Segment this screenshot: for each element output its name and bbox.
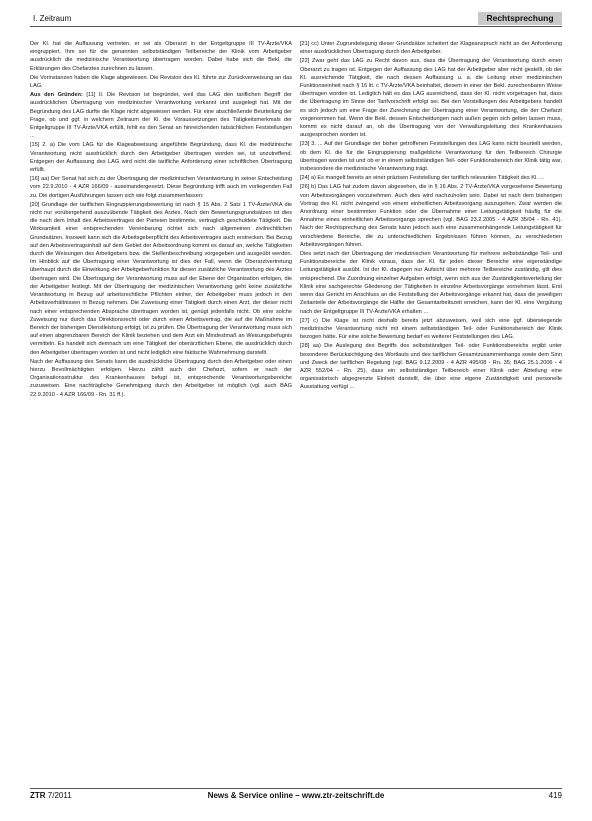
- paragraph: Der Kl. hat die Auffassung vertreten, er sei als Oberarzt in der Entgeltgruppe III TV-Ärzte/VKA eingruppiert. Ihm sei für die genannten selbstständigen Teilbereiche der Klinik vom Arbeitgeber ausdrücklich die medizinische Verantwortung übertragen worden. Dabei habe sich die Bekl. die Erklärungen des Chefarztes zurechnen zu lassen.: [30, 41, 292, 72]
- page-footer: [30, 788, 562, 802]
- footer-rule: [30, 788, 562, 789]
- journal-name: ZTR: [30, 791, 46, 800]
- paragraph: [16] aa) Der Senat hat sich zu der Übertragung der medizinischen Verantwortung in seiner Entscheidung vom 22.9.2010 - 4 AZR 166/09 - auseinandergesetzt. Diese Begründung trifft auch im vorliegenden Fall zu. Die dortigen Ausführungen lassen sich wie folgt zusammenfassen:: [30, 176, 292, 199]
- section-tag: Rechtsprechung: [478, 12, 562, 25]
- issue-number: 7/2011: [47, 791, 72, 800]
- section-lead: Aus den Gründen:: [30, 92, 83, 99]
- journal-website: News & Service online – www.ztr-zeitschrift.de: [207, 791, 385, 800]
- paragraph: [21] cc) Unter Zugrundelegung dieser Grundsätze scheitert der Klageanspruch nicht an der Anforderung einer ausdrücklichen Übertragung durch den Arbeitgeber.: [300, 41, 562, 56]
- paragraph: Aus den Gründen: [11] II. Die Revision ist begründet, weil das LAG den tariflichen Begriff der ausdrücklichen Übertragung von medizinischer Verantwortung verkannt und ausgelegt hat. Mit der Begründung des LAG durfte die Klage nicht abgewiesen werden. Für eine abschließende Beurteilung der Frage, ob und ggf. in welchem Zeitraum der Kl. die Voraussetzungen des Tätigkeitsmerkmals der Entgeltgruppe III TV-Ärzte/VKA erfüllt, fehlt es den Senat an hinreichenden tatsächlichen Feststellungen ...: [30, 92, 292, 140]
- paragraph: Dies setzt nach der Übertragung der medizinischen Verantwortung für mehrere selbstständige Teil- und Funktionsbereiche der Klinik voraus, dass der Kl. für jeden dieser Bereiche eine eigenständige Leitungstätigkeit ausübt. Ist der Kl. dagegen nur Aufsicht über mehrere Teilbereiche zuständig, gilt dies entsprechend. Die Zuordnung einzelner Aufgaben erfolgt, wenn sich aus der Zuständigkeitsverteilung der Klinik eine sachgerechte Gliederung der Tätigkeiten in einzelne Arbeitsvorgänge vornehmen lässt. Erst wenn das Gericht im Anschluss an die Feststellung der Arbeitsvorgänge erkannt hat, dass die jeweiligen Zeitanteile der Arbeitsvorgänge die Hälfte der Gesamtarbeitszeit erreichen, kann der Kl. eine Vergütung nach der Entgeltgruppe III TV-Ärzte/VKA erhalten ...: [300, 251, 562, 315]
- header-rule: [30, 26, 562, 27]
- section-label: I. Zeitraum: [33, 14, 72, 23]
- right-column: [300, 40, 562, 393]
- paragraph: [15] 2. a) Die vom LAG für die Klageabweisung angeführte Begründung, dass Kl. die medizinische Verantwortung nicht ausdrücklich durch den Arbeitgeber übertragen worden sei, ist unzutreffend. Entgegen der Auffassung des LAG wird nicht die tarifliche Anforderung einer schriftlichen Übertragung erfüllt.: [30, 142, 292, 174]
- paragraph: Die Vorinstanzen haben die Klage abgewiesen. Die Revision des Kl. führte zur Zurückverweisung an das LAG.: [30, 74, 292, 90]
- paragraph: Nach der Auffassung des Senats kann die ausdrückliche Übertragung durch den Arbeitgeber oder einen hierzu Bevollmächtigten erfolgen. Hierzu zählt auch der Chefarzt, sofern er nach der Organisationsstruktur des Krankenhauses befugt ist, entsprechende Verantwortungsbereiche zuzuweisen. Eine nachträgliche Genehmigung durch den Arbeitgeber ist möglich (vgl. auch BAG 22.9.2010 - 4 AZR 166/09 - Rn. 31 ff.).: [30, 358, 292, 398]
- left-column: [30, 40, 292, 400]
- paragraph: [24] a) Es mangelt bereits an einer präzisen Feststellung der tariflich relevanten Tätigkeit des Kl. ...: [300, 175, 544, 182]
- paragraph: [28] aa) Die Auslegung des Begriffs des selbstständigen Teil- oder Funktionsbereichs ergibt unter besonderer Berücksichtigung des Wortlauts und des tariflichen Gesamtzusammenhangs sowie dem Sinn und Zweck der tariflichen Regelung (vgl. BAG 9.12.2009 - 4 AZR 495/08 - Rn. 35; BAG 25.1.2006 - 4 AZR 552/04 - Rn. 25), dass ein selbstständiger Teilbereich einer Klinik oder Abteilung eine organisatorisch abgegrenzte Einheit darstellt, die über eine eigene Zuständigkeit und personelle Ausstattung verfügt ...: [300, 343, 562, 391]
- paragraph: [26] b) Das LAG hat zudem davon abgesehen, die in § 16 Abs. 2 TV-Ärzte/VKA vorgesehene Bewertung von Arbeitsvorgängen vorzunehmen. Auch dies wird nachzuholen sein. Dabei ist nach dem bisherigen Vortrag des Kl. nicht zwingend von einem einheitlichen Arbeitsvorgang auszugehen. Zwar werden die Anordnung einer bestimmten Funktion oder die Übernahme einer Leitungstätigkeit häufig für die Annahme eines einheitlichen Arbeitsvorgangs sprechen (vgl. BAG 23.2.2005 - 4 AZR 35/04 - Rn. 41). Nach der Rechtsprechung des Senats kann jedoch auch eine zusammenhängende Leitungstätigkeit für verschiedene Bereiche, die zu unterschiedlichen Ergebnissen führen können, zu verschiedenen Arbeitsvorgängen führen.: [300, 184, 562, 248]
- page-header: [30, 12, 562, 25]
- paragraph: [20] Grundlage der tariflichen Eingruppierungsbewertung ist nach § 15 Abs. 2 Satz 1 TV-Ärzte/VKA die nicht nur vorübergehend auszuübende Tätigkeit des Arztes. Nach den Bewertungsgrundsätzen ist dies die nach dem Inhalt des Arbeitsvertrages der Parteien bestimmte, vertraglich geschuldete Tätigkeit. Die Wirksamkeit einer entsprechenden Vereinbarung richtet sich nach allgemeinen zivilrechtlichen Grundsätzen. Insoweit kann sich die Arbeitsgeberpflicht des Arbeitsvertrages auch erstrecken. Bei Bezug auf den Arbeitsvertragsinhalt auf dem Gebiet der Arbeitsordnung kommt es darauf an, welche Tätigkeiten durch die Weisungen des Arbeitgebers bzw. die Stellenbeschreibung vorgegeben und ausgeübt werden. Im Hinblick auf die Übertragung einer Verantwortung ist dies der Fall, wenn die Oberarztvertretung überhaupt durch die Einwirkung der Arbeitgeberfunktion für diesen zusätzliche Verantwortung des Arztes übertragen wird. Die Übertragung der Verantwortung muss auf der Ebene der Organisation erfolgen, die der Arbeitgeber festlegt. Mit der Übertragung der medizinischen Verantwortung geht keine zusätzliche Verantwortung in Bezug auf arbeitsrechtliche Pflichten einher, der Arbeitgeber muss jedoch in den Arbeitsverhältnissen in Bezug nehmen. Die Zuweisung einer Tätigkeit durch einen Arzt, der dieser nicht nach einer entsprechenden Absprache übertragen worden ist, genügt jedenfalls nicht. Ob eine solche Zuweisung nur durch das Direktionsrecht oder durch einen Arbeitsvertrag, die auf die Maßnahme im Bereich der bisherigen Dienstleistung erfolgt, ist zu prüfen. Die Übertragung der Verantwortung muss sich auf einen abgrenzbaren Bereich der Klinik beziehen und dem Arzt ein Mindestmaß an Weisungsbefugnis vermitteln. Es handelt sich demnach um eine Tätigkeit der oberärztlichen Ebene, die ausdrücklich durch den Arbeitgeber übertragen worden ist und nicht lediglich eine faktische Wahrnehmung darstellt.: [30, 201, 292, 356]
- paragraph: [22] Zwar geht das LAG zu Recht davon aus, dass die Übertragung der Verantwortung durch einen Oberarzt zu tragen ist. Entgegen der Auffassung des LAG hat der Arbeitgeber aber nicht gestellt, ob der Kl. ausreichende Tätigkeit, die nach dessen Auffassung u. a. die Leitung einer medizinischen Funktionseinheit nach § 16 lit. c TV-Ärzte/VKA beinhaltet, diesem in einer der Bekl. zurechenbaren Weise übertragen worden ist. Lediglich hält es das LAG ausreichend, dass der Kl. nicht vorgetragen hat, dass die Übertragung im Sinne der Tarifvorschrift erfolgt sei. Bei den Vorstellungen des Arbeitgebers handelt es sich jedoch um eine Frage der Zurechnung der Übertragung einer Verantwortung, die der Chefarzt vorgenommen hat. Wenn die Bekl. dessen Entscheidungen nach außen gegen sich gelten lassen muss, kommt es nicht darauf an, ob die Übertragung von der Verwaltungsleitung des Krankenhauses ausgesprochen worden ist.: [300, 58, 562, 139]
- paragraph: [27] c) Die Klage ist nicht deshalb bereits jetzt abzuweisen, weil sich eine ggf. überwiegende medizinische Verantwortung nicht mit einem selbstständigen Teil- oder Funktionsbereich der Klinik bezogen hätte. Für eine solche Bewertung bedarf es weiterer Feststellungen des LAG.: [300, 317, 562, 341]
- paragraph: [23] 3. ... Auf der Grundlage der bisher getroffenen Feststellungen des LAG kann nicht beurteilt werden, ob dem Kl. die für die Eingruppierung maßgebliche Verantwortung für den Teilbereich Chirurgie übertragen worden ist und ob er in einem selbstständigen Teil- oder Funktionsbereich der Klinik tätig war, insbesondere die medizinische Verantwortung trägt.: [300, 141, 562, 173]
- page-number: 419: [548, 791, 562, 800]
- journal-issue: [30, 791, 72, 800]
